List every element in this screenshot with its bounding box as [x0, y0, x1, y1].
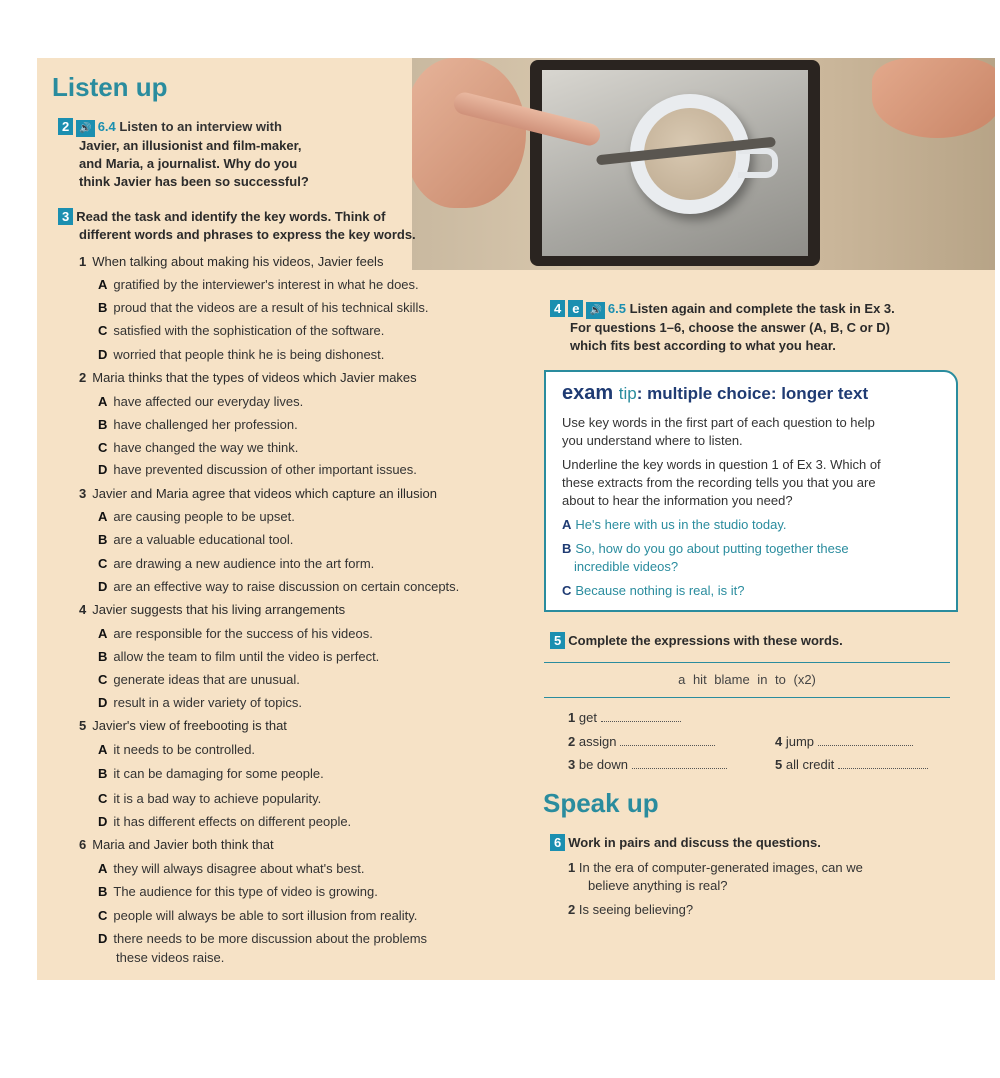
- question-3: 3 Javier and Maria agree that videos which capture an illusion: [79, 486, 437, 501]
- option[interactable]: A have affected our everyday lives.: [98, 394, 304, 409]
- option[interactable]: C satisfied with the sophistication of the software.: [98, 323, 385, 338]
- audio-icon[interactable]: 🔊: [586, 302, 604, 319]
- question-1: 1 When talking about making his videos, Javier feels: [79, 254, 384, 269]
- expression-4[interactable]: 4 jump: [775, 734, 913, 749]
- exercise-3: 3 Read the task and identify the key words. Think of different words and phrases to express the key words.: [58, 208, 478, 244]
- option[interactable]: D are an effective way to raise discussion on certain concepts.: [98, 579, 460, 594]
- option[interactable]: B are a valuable educational tool.: [98, 532, 294, 547]
- option[interactable]: B allow the team to film until the video is perfect.: [98, 649, 380, 664]
- exercise-5: 5 Complete the expressions with these words.: [550, 632, 970, 650]
- question-6: 6 Maria and Javier both think that: [79, 837, 274, 852]
- divider: [544, 662, 950, 663]
- option[interactable]: A are responsible for the success of his videos.: [98, 626, 373, 641]
- discussion-question-1-cont: believe anything is real?: [588, 878, 728, 893]
- word-box: a hit blame in to (x2): [678, 672, 816, 687]
- option[interactable]: D there needs to be more discussion about the problems: [98, 931, 428, 946]
- option[interactable]: D worried that people think he is being dishonest.: [98, 347, 385, 362]
- tip-option-a[interactable]: A He's here with us in the studio today.: [562, 517, 787, 532]
- option[interactable]: D it has different effects on different people.: [98, 814, 352, 829]
- expression-5[interactable]: 5 all credit: [775, 757, 928, 772]
- option[interactable]: C it is a bad way to achieve popularity.: [98, 791, 322, 806]
- option[interactable]: C people will always be able to sort illusion from reality.: [98, 908, 418, 923]
- question-5: 5 Javier's view of freebooting is that: [79, 718, 287, 733]
- expression-3[interactable]: 3 be down: [568, 757, 727, 772]
- tip-option-b[interactable]: B So, how do you go about putting together these: [562, 541, 849, 556]
- exercise-number: 2: [58, 118, 73, 135]
- option[interactable]: C have changed the way we think.: [98, 440, 299, 455]
- exercise-6: 6 Work in pairs and discuss the questions.: [550, 834, 970, 852]
- option-continuation: these videos raise.: [116, 950, 225, 965]
- section-title-listen-up: Listen up: [52, 72, 168, 102]
- tip-option-c[interactable]: C Because nothing is real, is it?: [562, 583, 745, 598]
- discussion-question-2: 2 Is seeing believing?: [568, 902, 694, 917]
- option[interactable]: A it needs to be controlled.: [98, 742, 256, 757]
- e-icon: e: [568, 300, 583, 317]
- option[interactable]: B The audience for this type of video is growing.: [98, 884, 378, 899]
- option[interactable]: C generate ideas that are unusual.: [98, 672, 300, 687]
- audio-icon[interactable]: 🔊: [76, 120, 94, 137]
- option[interactable]: A are causing people to be upset.: [98, 509, 295, 524]
- divider: [544, 697, 950, 698]
- option[interactable]: B it can be damaging for some people.: [98, 766, 324, 781]
- option[interactable]: C are drawing a new audience into the art form.: [98, 556, 375, 571]
- exam-tip-box: exam tip: multiple choice: longer text Use key words in the first part of each question to help you understand where to listen. Underline the key words in question 1 of Ex 3. Which of these extracts from the recording tells you that you are about to hear the information you need? A He's here with us in the studio today. B So, how do you go about putting together these incredible videos? C Because nothing is real, is it?: [544, 370, 958, 612]
- option[interactable]: B have challenged her profession.: [98, 417, 298, 432]
- photo-tablet-cup: [412, 58, 995, 270]
- expression-1[interactable]: 1 get: [568, 710, 681, 725]
- option[interactable]: A they will always disagree about what's best.: [98, 861, 365, 876]
- discussion-question-1: 1 In the era of computer-generated images, can we: [568, 860, 863, 875]
- exam-tip-title: exam tip: multiple choice: longer text: [562, 382, 869, 404]
- exercise-2: 2 🔊 6.4 Listen to an interview with Javier, an illusionist and film-maker, and Maria, a journalist. Why do you think Javier has been so successful?: [58, 118, 418, 191]
- question-4: 4 Javier suggests that his living arrangements: [79, 602, 346, 617]
- option[interactable]: B proud that the videos are a result of his technical skills.: [98, 300, 429, 315]
- exercise-4: 4 e 🔊 6.5 Listen again and complete the task in Ex 3. For questions 1–6, choose the answer (A, B, C or D) which fits best according to what you hear.: [550, 300, 970, 355]
- option[interactable]: D result in a wider variety of topics.: [98, 695, 302, 710]
- question-2: 2 Maria thinks that the types of videos which Javier makes: [79, 370, 417, 385]
- option[interactable]: D have prevented discussion of other important issues.: [98, 462, 417, 477]
- option[interactable]: A gratified by the interviewer's interest in what he does.: [98, 277, 419, 292]
- section-title-speak-up: Speak up: [543, 788, 659, 818]
- expression-2[interactable]: 2 assign: [568, 734, 715, 749]
